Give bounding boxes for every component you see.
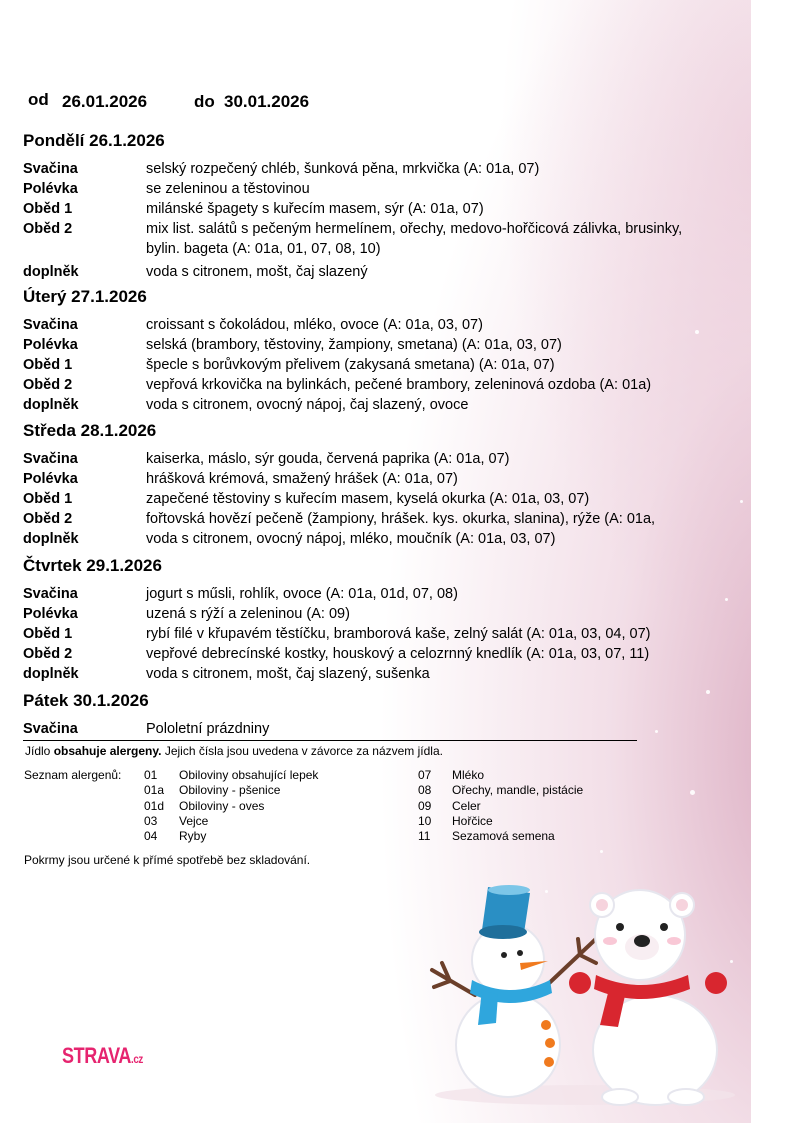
period-to-label: do (194, 92, 215, 111)
note-suffix: Jejich čísla jsou uvedena v závorce za názvem jídla. (161, 744, 443, 758)
meal-category: Oběd 1 (23, 626, 73, 642)
note-prefix: Jídlo (25, 744, 54, 758)
day-title: Úterý 27.1.2026 (23, 287, 147, 306)
period-from-label: od (28, 90, 49, 109)
meal-category: Polévka (23, 606, 78, 622)
allergen-name: Hořčice (452, 813, 493, 828)
day-title: Pondělí 26.1.2026 (23, 131, 165, 150)
meal-text: croissant s čokoládou, mléko, ovoce (A: 01a, 03, 07) (146, 317, 483, 333)
day-title: Pátek 30.1.2026 (23, 691, 149, 710)
snowman-bear-illustration (420, 875, 750, 1110)
meal-category: Svačina (23, 721, 78, 737)
period-to-date: 30.01.2026 (224, 92, 310, 111)
allergen-name: Mléko (452, 768, 485, 782)
strava-logo (62, 1043, 143, 1069)
meal-category: doplněk (23, 264, 79, 280)
meal-text: se zeleninou a těstovinou (146, 181, 310, 197)
menu-period (28, 90, 310, 111)
meal-category: Oběd 2 (23, 221, 73, 237)
meal-row (23, 469, 743, 489)
meal-row (23, 624, 743, 644)
allergen-name: Obiloviny - oves (179, 798, 265, 813)
meal-category: Svačina (23, 317, 78, 333)
meal-row (23, 664, 743, 684)
meal-row (23, 315, 743, 335)
logo-main: STRAVA (62, 1043, 132, 1068)
meal-category: Oběd 2 (23, 377, 73, 393)
allergen-note (25, 744, 443, 758)
meal-row (23, 199, 743, 219)
allergen-name: Ořechy, mandle, pistácie (452, 783, 584, 798)
meal-text: jogurt s műsli, rohlík, ovoce (A: 01a, 01d, 07, 08) (146, 586, 458, 602)
meal-text: voda s citronem, mošt, čaj slazený, sušenka (146, 666, 430, 682)
meal-row (23, 159, 743, 179)
meal-category: doplněk (23, 531, 79, 547)
allergen-name: Ryby (179, 829, 207, 844)
meal-category: Svačina (23, 451, 78, 467)
meal-text: hrášková krémová, smažený hrášek (A: 01a, 07) (146, 471, 458, 487)
allergen-name: Sezamová semena (452, 829, 555, 844)
allergen-code: 09 (418, 798, 432, 813)
meal-text: voda s citronem, mošt, čaj slazený (146, 264, 368, 280)
allergen-name: Celer (452, 798, 481, 813)
meal-category: Oběd 2 (23, 646, 73, 662)
meal-row (23, 375, 743, 395)
allergen-name: Vejce (179, 813, 209, 828)
meal-category: Svačina (23, 161, 78, 177)
allergen-code: 01a (144, 783, 165, 798)
page-margin (751, 0, 794, 1123)
polar-bear-icon (569, 890, 727, 1105)
meal-row (23, 262, 743, 282)
period-from-date: 26.01.2026 (62, 92, 148, 111)
storage-note: Pokrmy jsou určené k přímé spotřebě bez skladování. (24, 853, 311, 867)
meal-row (23, 179, 743, 199)
meal-row (23, 644, 743, 664)
allergen-code: 07 (418, 768, 432, 782)
allergen-codes-right (418, 768, 431, 844)
note-bold: obsahuje alergeny. (53, 744, 162, 758)
meal-text: fořtovská hovězí pečeně (žampiony, hrášek. kys. okurka, slanina), rýže (A: 01a, (146, 511, 656, 527)
meal-text: kaiserka, máslo, sýr gouda, červená paprika (A: 01a, 07) (146, 451, 510, 467)
snowman-body-icon (456, 993, 560, 1097)
allergen-code: 01 (144, 768, 158, 782)
meal-row (23, 604, 743, 624)
day-wednesday (23, 421, 743, 549)
day-title: Čtvrtek 29.1.2026 (23, 556, 162, 575)
meal-row (23, 219, 743, 259)
meal-category: Polévka (23, 337, 78, 353)
meal-text: Pololetní prázdniny (146, 721, 270, 737)
divider (23, 740, 637, 741)
allergen-name: Obiloviny obsahující lepek (179, 768, 319, 782)
meal-category: Oběd 1 (23, 491, 73, 507)
meal-text: voda s citronem, ovocný nápoj, mléko, moučník (A: 01a, 03, 07) (146, 531, 556, 547)
day-thursday (23, 556, 743, 684)
meal-row (23, 489, 743, 509)
meal-row (23, 719, 743, 739)
allergen-code: 11 (418, 829, 431, 844)
meal-row (23, 449, 743, 469)
meal-text: mix list. salátů s pečeným hermelínem, ořechy, medovo-hořčicová zálivka, brusinky, bylin. bageta (A: 01a, 01, 07, 08, 10) (146, 221, 683, 257)
logo-suffix: .cz (131, 1052, 143, 1066)
meal-category: Oběd 2 (23, 511, 73, 527)
meal-category: Oběd 1 (23, 201, 73, 217)
allergen-names-left (179, 768, 318, 844)
meal-row (23, 395, 743, 415)
day-friday (23, 691, 743, 739)
allergen-code: 04 (144, 829, 158, 844)
allergen-codes-left (144, 768, 164, 844)
allergen-code: 01d (144, 798, 165, 813)
meal-row (23, 335, 743, 355)
allergen-code: 10 (418, 813, 432, 828)
meal-text: voda s citronem, ovocný nápoj, čaj slazený, ovoce (146, 397, 469, 413)
meal-text: rybí filé v křupavém těstíčku, bramborová kaše, zelný salát (A: 01a, 03, 04, 07) (146, 626, 651, 642)
meal-text: selská (brambory, těstoviny, žampiony, smetana) (A: 01a, 03, 07) (146, 337, 562, 353)
allergen-code: 08 (418, 783, 432, 798)
meal-row (23, 584, 743, 604)
meal-text: zapečené těstoviny s kuřecím masem, kyselá okurka (A: 01a, 03, 07) (146, 491, 590, 507)
meal-category: Svačina (23, 586, 78, 602)
meal-category: Polévka (23, 181, 78, 197)
meal-category: Polévka (23, 471, 78, 487)
allergen-names-right (452, 768, 583, 844)
allergen-code: 03 (144, 813, 158, 828)
day-title: Středa 28.1.2026 (23, 421, 157, 440)
meal-text: vepřová krkovička na bylinkách, pečené brambory, zeleninová ozdoba (A: 01a) (146, 377, 652, 393)
day-tuesday (23, 287, 743, 415)
meal-text: uzená s rýží a zeleninou (A: 09) (146, 606, 350, 622)
meal-text: špecle s borůvkovým přelivem (zakysaná smetana) (A: 01a, 07) (146, 357, 555, 373)
meal-text: vepřové debrecínské kostky, houskový a celozrnný knedlík (A: 01a, 03, 07, 11) (146, 646, 650, 662)
meal-category: Oběd 1 (23, 357, 73, 373)
meal-text: milánské špagety s kuřecím masem, sýr (A: 01a, 07) (146, 201, 484, 217)
meal-category: doplněk (23, 666, 79, 682)
meal-row (23, 509, 743, 529)
meal-text: selský rozpečený chléb, šunková pěna, mrkvička (A: 01a, 07) (146, 161, 540, 177)
meal-category: doplněk (23, 397, 79, 413)
meal-row (23, 529, 743, 549)
allergen-list-label: Seznam alergenů: (24, 768, 122, 782)
meal-row (23, 355, 743, 375)
allergen-name: Obiloviny - pšenice (179, 783, 281, 798)
day-monday (23, 131, 743, 282)
